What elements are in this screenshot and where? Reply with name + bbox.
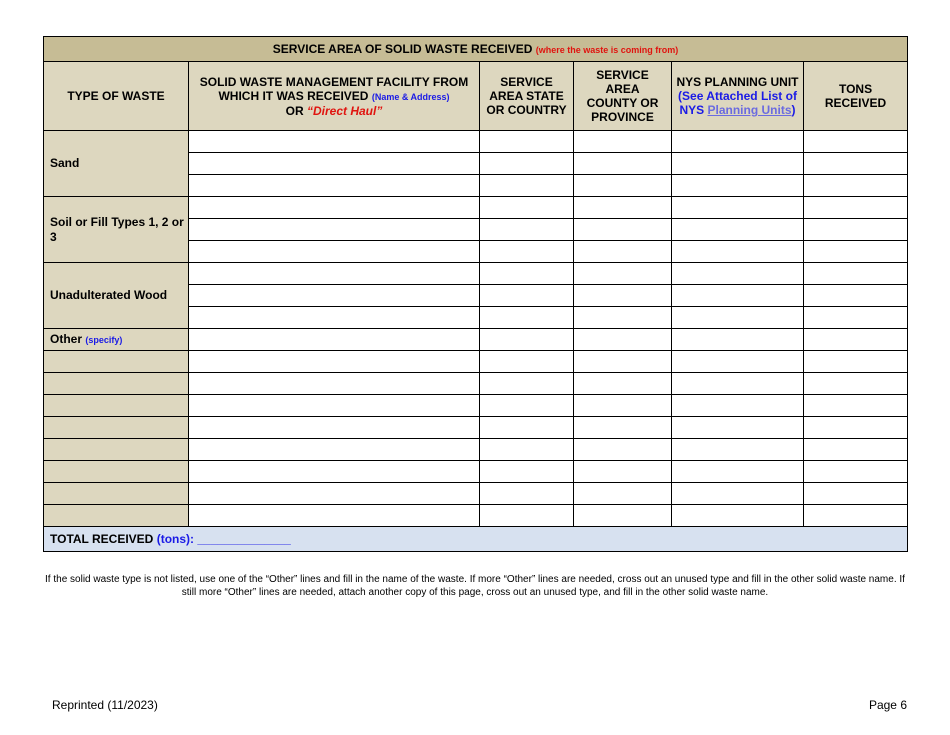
planning-unit-input[interactable] — [672, 307, 804, 329]
facility-input[interactable] — [189, 197, 480, 219]
header-nys-planning-unit — [672, 62, 804, 131]
header-facility-text: SOLID WASTE MANAGEMENT FACILITY FROM WHICH IT WAS RECEIVED — [199, 74, 469, 103]
total-input[interactable]: ______________ — [197, 532, 291, 546]
header-service-county: SERVICE AREA COUNTY OR PROVINCE — [574, 62, 672, 131]
county-input[interactable] — [574, 219, 672, 241]
planning-unit-input[interactable] — [672, 219, 804, 241]
state-input[interactable] — [480, 307, 574, 329]
planning-unit-input[interactable] — [672, 395, 804, 417]
facility-input[interactable] — [189, 373, 480, 395]
other-type-input[interactable] — [44, 351, 189, 373]
facility-input[interactable] — [189, 307, 480, 329]
tons-input[interactable] — [804, 307, 908, 329]
header-type-of-waste: TYPE OF WASTE — [44, 62, 189, 131]
header-nys-see: (See Attached List of NYS Planning Units) — [678, 89, 797, 117]
planning-unit-input[interactable] — [672, 461, 804, 483]
county-input[interactable] — [574, 395, 672, 417]
facility-input[interactable] — [189, 483, 480, 505]
planning-unit-input[interactable] — [672, 505, 804, 527]
other-type-input[interactable] — [44, 417, 189, 439]
planning-unit-input[interactable] — [672, 197, 804, 219]
planning-unit-input[interactable] — [672, 351, 804, 373]
tons-input[interactable] — [804, 329, 908, 351]
state-input[interactable] — [480, 263, 574, 285]
state-input[interactable] — [480, 395, 574, 417]
table-row — [44, 373, 908, 395]
facility-input[interactable] — [189, 461, 480, 483]
county-input[interactable] — [574, 329, 672, 351]
county-input[interactable] — [574, 483, 672, 505]
planning-unit-input[interactable] — [672, 373, 804, 395]
service-area-table — [43, 36, 908, 552]
header-service-state: SERVICE AREA STATE OR COUNTRY — [480, 62, 574, 131]
county-input[interactable] — [574, 373, 672, 395]
facility-input[interactable] — [189, 175, 480, 197]
tons-input[interactable] — [804, 175, 908, 197]
state-input[interactable] — [480, 483, 574, 505]
tons-input[interactable] — [804, 153, 908, 175]
type-sand: Sand — [44, 131, 189, 197]
planning-units-link[interactable]: Planning Units — [707, 103, 792, 117]
table-row — [44, 439, 908, 461]
state-input[interactable] — [480, 285, 574, 307]
state-input[interactable] — [480, 175, 574, 197]
facility-input[interactable] — [189, 285, 480, 307]
tons-input[interactable] — [804, 505, 908, 527]
header-row — [44, 62, 908, 131]
facility-input[interactable] — [189, 439, 480, 461]
total-label: TOTAL RECEIVED — [50, 532, 154, 546]
table-row-other — [44, 329, 908, 351]
banner-note: (where the waste is coming from) — [535, 45, 679, 55]
tons-input[interactable] — [804, 241, 908, 263]
county-input[interactable] — [574, 461, 672, 483]
planning-unit-input[interactable] — [672, 175, 804, 197]
reprinted-date: Reprinted (11/2023) — [52, 698, 158, 712]
header-tons: TONS RECEIVED — [804, 62, 908, 131]
state-input[interactable] — [480, 373, 574, 395]
county-input[interactable] — [574, 241, 672, 263]
total-row — [44, 527, 908, 552]
table-banner — [44, 37, 908, 62]
county-input[interactable] — [574, 153, 672, 175]
planning-unit-input[interactable] — [672, 153, 804, 175]
header-facility-note: (Name & Address) — [371, 91, 450, 102]
state-input[interactable] — [480, 329, 574, 351]
facility-input[interactable] — [189, 241, 480, 263]
other-specify-note: (specify) — [85, 334, 123, 345]
table-row — [44, 263, 908, 285]
county-input[interactable] — [574, 175, 672, 197]
other-type-input[interactable] — [44, 461, 189, 483]
state-input[interactable] — [480, 131, 574, 153]
county-input[interactable] — [574, 351, 672, 373]
state-input[interactable] — [480, 197, 574, 219]
facility-input[interactable] — [189, 417, 480, 439]
state-input[interactable] — [480, 417, 574, 439]
banner-row — [44, 37, 908, 62]
state-input[interactable] — [480, 219, 574, 241]
county-input[interactable] — [574, 285, 672, 307]
type-soil: Soil or Fill Types 1, 2 or 3 — [44, 197, 189, 263]
facility-input[interactable] — [189, 153, 480, 175]
header-nys-title: NYS PLANNING UNIT — [676, 75, 799, 89]
table-row — [44, 351, 908, 373]
facility-input[interactable] — [189, 351, 480, 373]
county-input[interactable] — [574, 439, 672, 461]
facility-input[interactable] — [189, 131, 480, 153]
table-row — [44, 197, 908, 219]
county-input[interactable] — [574, 263, 672, 285]
tons-input[interactable] — [804, 483, 908, 505]
tons-input[interactable] — [804, 351, 908, 373]
type-other: Other (specify) — [44, 329, 189, 351]
other-type-input[interactable] — [44, 505, 189, 527]
table-row — [44, 395, 908, 417]
state-input[interactable] — [480, 505, 574, 527]
page-number: Page 6 — [868, 698, 907, 712]
planning-unit-input[interactable] — [672, 417, 804, 439]
header-facility-or: OR — [285, 103, 304, 118]
county-input[interactable] — [574, 505, 672, 527]
header-direct-haul: “Direct Haul” — [306, 103, 383, 118]
total-received — [44, 527, 908, 552]
county-input[interactable] — [574, 131, 672, 153]
state-input[interactable] — [480, 241, 574, 263]
table-row — [44, 131, 908, 153]
facility-input[interactable] — [189, 263, 480, 285]
table-row — [44, 461, 908, 483]
type-wood: Unadulterated Wood — [44, 263, 189, 329]
tons-input[interactable] — [804, 131, 908, 153]
planning-unit-input[interactable] — [672, 483, 804, 505]
state-input[interactable] — [480, 461, 574, 483]
other-type-input[interactable] — [44, 483, 189, 505]
planning-unit-input[interactable] — [672, 263, 804, 285]
tons-input[interactable] — [804, 197, 908, 219]
tons-input[interactable] — [804, 373, 908, 395]
other-type-input[interactable] — [44, 395, 189, 417]
banner-title: SERVICE AREA OF SOLID WASTE RECEIVED — [272, 42, 533, 56]
planning-unit-input[interactable] — [672, 285, 804, 307]
table-row — [44, 483, 908, 505]
tons-input[interactable] — [804, 395, 908, 417]
state-input[interactable] — [480, 153, 574, 175]
facility-input[interactable] — [189, 505, 480, 527]
county-input[interactable] — [574, 417, 672, 439]
tons-input[interactable] — [804, 439, 908, 461]
header-facility — [189, 62, 480, 131]
planning-unit-input[interactable] — [672, 329, 804, 351]
state-input[interactable] — [480, 439, 574, 461]
planning-unit-input[interactable] — [672, 131, 804, 153]
facility-input[interactable] — [189, 219, 480, 241]
total-unit: (tons): — [156, 532, 195, 546]
facility-input[interactable] — [189, 329, 480, 351]
planning-unit-input[interactable] — [672, 439, 804, 461]
tons-input[interactable] — [804, 461, 908, 483]
other-type-input[interactable] — [44, 373, 189, 395]
state-input[interactable] — [480, 351, 574, 373]
tons-input[interactable] — [804, 417, 908, 439]
planning-unit-input[interactable] — [672, 241, 804, 263]
tons-input[interactable] — [804, 219, 908, 241]
table-row — [44, 417, 908, 439]
other-type-input[interactable] — [44, 439, 189, 461]
tons-input[interactable] — [804, 285, 908, 307]
instructions-text: If the solid waste type is not listed, use one of the “Other” lines and fill in the name of the waste. If more “Other” lines are needed, cross out an unused type and fill in the other solid waste name. If still more “Other” lines are needed, attach another copy of this page, cross out an unused type, and fill in the other solid waste name. — [45, 574, 905, 598]
tons-input[interactable] — [804, 263, 908, 285]
county-input[interactable] — [574, 307, 672, 329]
county-input[interactable] — [574, 197, 672, 219]
facility-input[interactable] — [189, 395, 480, 417]
table-row — [44, 505, 908, 527]
